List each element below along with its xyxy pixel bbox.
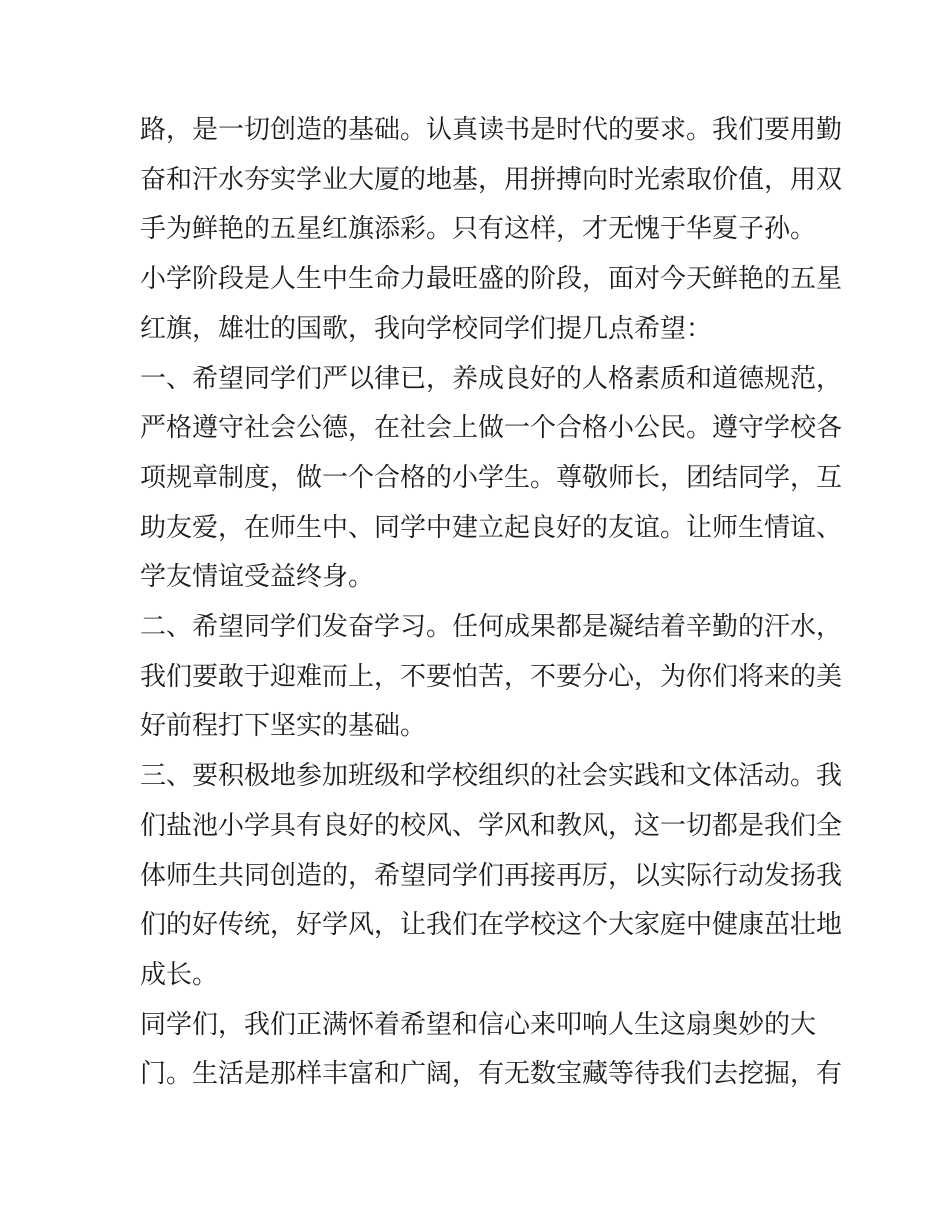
text-line: 小学阶段是人生中生命力最旺盛的阶段，面对今天鲜艳的五星 xyxy=(140,264,843,295)
text-line: 一、希望同学们严以律已，养成良好的人格素质和道德规范， xyxy=(140,363,843,394)
text-line: 三、要积极地参加班级和学校组织的社会实践和文体活动。我 xyxy=(140,761,843,792)
paragraph-hope-one xyxy=(140,355,843,604)
text-line: 们的好传统，好学风，让我们在学校这个大家庭中健康茁壮地 xyxy=(140,910,843,941)
paragraph-hope-two xyxy=(140,603,843,752)
text-line: 好前程打下坚实的基础。 xyxy=(140,711,427,742)
text-line: 奋和汗水夯实学业大厦的地基，用拼搏向时光索取价值，用双 xyxy=(140,164,843,195)
text-line: 同学们，我们正满怀着希望和信心来叩响人生这扇奥妙的大 xyxy=(140,1009,817,1040)
text-line: 路，是一切创造的基础。认真读书是时代的要求。我们要用勤 xyxy=(140,115,843,145)
text-line: 门。生活是那样丰富和广阔，有无数宝藏等待我们去挖掘，有 xyxy=(140,1059,843,1090)
text-line: 红旗，雄壮的国歌，我向学校同学们提几点希望： xyxy=(140,313,713,344)
text-line: 项规章制度，做一个合格的小学生。尊敬师长，团结同学，互 xyxy=(140,462,843,493)
paragraph-hopes-intro xyxy=(140,255,843,354)
text-line: 体师生共同创造的，希望同学们再接再厉，以实际行动发扬我 xyxy=(140,860,843,891)
document-body xyxy=(140,106,843,1100)
text-line: 助友爱，在师生中、同学中建立起良好的友谊。让师生情谊、 xyxy=(140,512,843,543)
text-line: 们盐池小学具有良好的校风、学风和教风，这一切都是我们全 xyxy=(140,810,843,841)
paragraph-hope-three xyxy=(140,752,843,1001)
text-line: 成长。 xyxy=(140,959,219,990)
paragraph-closing xyxy=(140,1001,843,1100)
text-line: 二、希望同学们发奋学习。任何成果都是凝结着辛勤的汗水， xyxy=(140,612,843,643)
paragraph-intro xyxy=(140,106,843,255)
text-line: 学友情谊受益终身。 xyxy=(140,562,375,593)
text-line: 手为鲜艳的五星红旗添彩。只有这样，才无愧于华夏子孙。 xyxy=(140,214,817,245)
text-line: 严格遵守社会公德，在社会上做一个合格小公民。遵守学校各 xyxy=(140,413,843,444)
text-line: 我们要敢于迎难而上，不要怕苦，不要分心，为你们将来的美 xyxy=(140,661,843,692)
